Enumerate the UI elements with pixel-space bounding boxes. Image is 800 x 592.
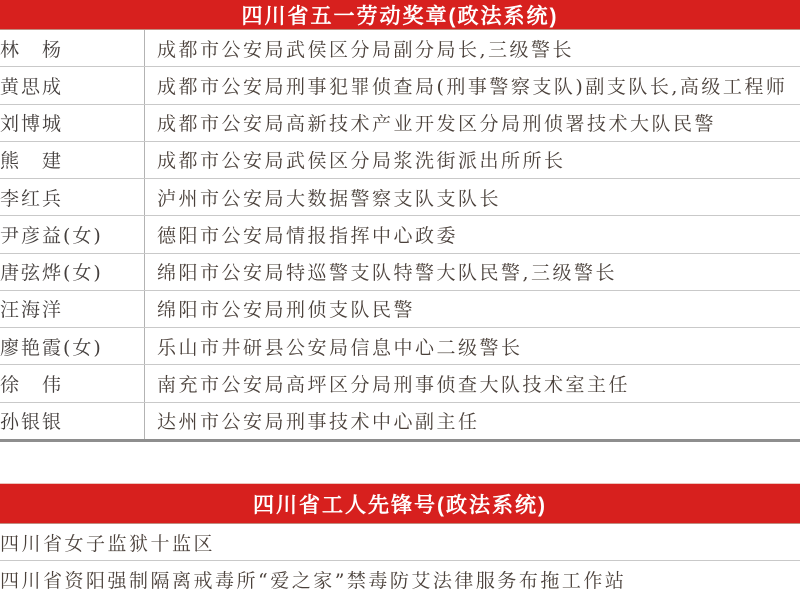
recipient-name: 廖艳霞(女)	[0, 328, 145, 364]
recipient-position: 南充市公安局高坪区分局刑事侦查大队技术室主任	[157, 374, 631, 397]
recipient-position: 绵阳市公安局特巡警支队特警大队民警,三级警长	[157, 262, 618, 285]
table-row	[0, 365, 800, 402]
pioneer-units-list	[0, 524, 800, 592]
table-row	[0, 216, 800, 253]
recipient-position: 德阳市公安局情报指挥中心政委	[157, 224, 459, 247]
recipient-position: 成都市公安局武侯区分局副分局长,三级警长	[157, 38, 575, 61]
recipient-name: 黄思成	[0, 67, 145, 103]
recipient-name: 汪海洋	[0, 291, 145, 327]
recipient-position: 泸州市公安局大数据警察支队支队长	[157, 187, 502, 210]
list-item: 四川省资阳强制隔离戒毒所“爱之家”禁毒防艾法律服务布拖工作站	[0, 570, 627, 592]
recipient-position: 绵阳市公安局刑侦支队民警	[157, 299, 416, 322]
medal-section-banner	[0, 0, 800, 30]
table-row	[0, 142, 800, 179]
recipient-name: 林 杨	[0, 30, 145, 66]
table-row	[0, 403, 800, 439]
pioneer-section-title: 四川省工人先锋号(政法系统)	[253, 493, 547, 517]
recipient-name: 孙银银	[0, 403, 145, 439]
list-item: 四川省女子监狱十监区	[0, 524, 800, 561]
pioneer-section-banner	[0, 483, 800, 524]
table-row	[0, 328, 800, 365]
recipient-name: 李红兵	[0, 179, 145, 215]
table-row	[0, 67, 800, 104]
medal-section-title: 四川省五一劳动奖章(政法系统)	[241, 4, 559, 28]
table-row	[0, 179, 800, 216]
recipient-position: 成都市公安局刑事犯罪侦查局(刑事警察支队)副支队长,高级工程师	[157, 75, 788, 98]
recipient-position: 成都市公安局武侯区分局浆洗街派出所所长	[157, 150, 566, 173]
table-row	[0, 30, 800, 67]
recipient-position: 乐山市井研县公安局信息中心二级警长	[157, 336, 523, 359]
table-row	[0, 105, 800, 142]
table-row	[0, 254, 800, 291]
medal-recipients-table	[0, 30, 800, 442]
recipient-position: 成都市公安局高新技术产业开发区分局刑侦署技术大队民警	[157, 113, 717, 136]
table-row	[0, 291, 800, 328]
recipient-name: 尹彦益(女)	[0, 216, 145, 252]
recipient-name: 熊 建	[0, 142, 145, 178]
recipient-name: 刘博城	[0, 105, 145, 141]
recipient-position: 达州市公安局刑事技术中心副主任	[157, 411, 480, 434]
recipient-name: 唐弦烨(女)	[0, 254, 145, 290]
recipient-name: 徐 伟	[0, 365, 145, 401]
